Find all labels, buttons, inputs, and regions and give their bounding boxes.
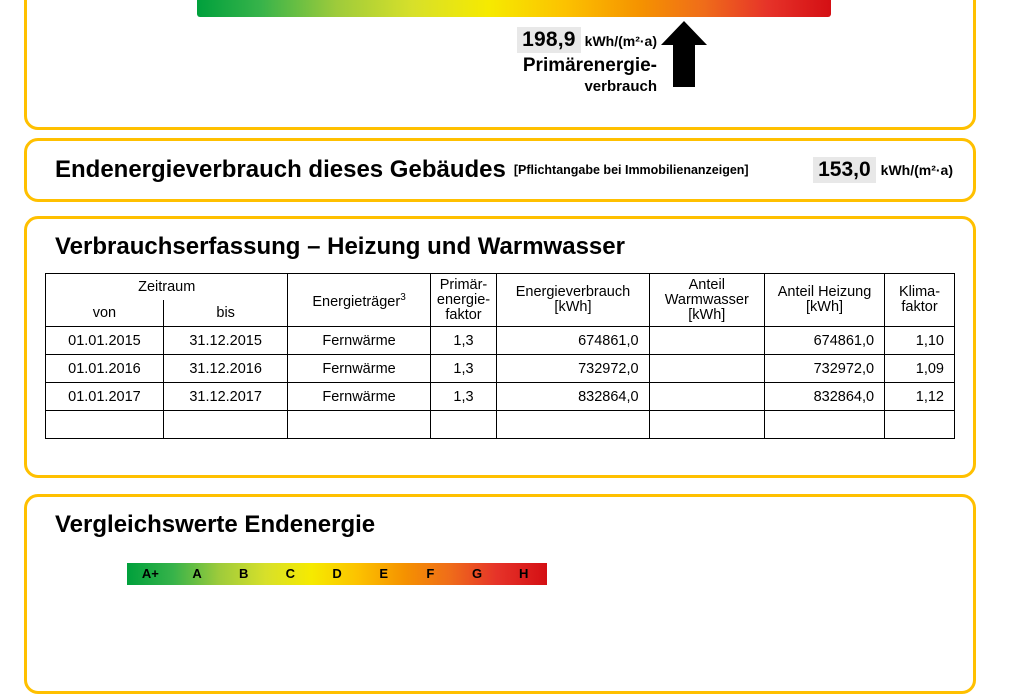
- cell-energieverbrauch: 674861,0: [497, 327, 649, 355]
- consumption-panel: [24, 216, 976, 478]
- cell-energietraeger: Fernwärme: [288, 383, 430, 411]
- cell-energietraeger: Fernwärme: [288, 327, 430, 355]
- table-row: [46, 411, 955, 439]
- class-label-a-plus: A+: [141, 566, 159, 581]
- table-header-row-1: [46, 274, 955, 301]
- header-energieverbrauch-line1: Energieverbrauch: [515, 284, 631, 300]
- final-energy-value: 153,0: [813, 157, 876, 183]
- comparison-heading: Vergleichswerte Endenergie: [55, 511, 376, 538]
- energy-colour-scale: [197, 0, 831, 17]
- header-warmwasser-line3: [kWh]: [688, 306, 726, 323]
- cell-bis: [163, 411, 288, 439]
- header-warmwasser-line2: Warmwasser: [664, 291, 749, 308]
- header-primaerenergiefaktor: [430, 274, 497, 327]
- header-anteil-warmwasser: [649, 274, 764, 327]
- primary-energy-label-line2: verbrauch: [584, 78, 657, 95]
- consumption-table-body: [46, 327, 955, 439]
- cell-energietraeger: [288, 411, 430, 439]
- header-bis: bis: [163, 300, 288, 327]
- table-row: [46, 327, 955, 355]
- class-label-a: A: [192, 566, 202, 581]
- comparison-class-scale: [127, 563, 547, 585]
- consumption-heading: Verbrauchserfassung – Heizung und Warmwasser: [55, 233, 625, 260]
- header-heizung-line2: [kWh]: [805, 299, 844, 315]
- class-label-f: F: [426, 566, 435, 581]
- cell-anteil-heizung: 674861,0: [764, 327, 884, 355]
- cell-energieverbrauch: [497, 411, 649, 439]
- class-label-h: H: [519, 566, 529, 581]
- class-label-d: D: [332, 566, 342, 581]
- class-label-c: C: [285, 566, 296, 581]
- cell-klimafaktor: 1,09: [885, 355, 955, 383]
- header-klimafaktor-line2: faktor: [901, 299, 938, 315]
- class-label-b: B: [238, 566, 249, 581]
- cell-von: 01.01.2016: [46, 355, 164, 383]
- cell-energieverbrauch: 832864,0: [497, 383, 649, 411]
- cell-bis: 31.12.2016: [163, 355, 288, 383]
- header-heizung-line1: Anteil Heizung: [777, 284, 872, 300]
- primary-energy-label: [457, 55, 657, 97]
- consumption-table-wrapper: [45, 273, 955, 439]
- header-klimafaktor-line1: Klima-: [898, 284, 941, 300]
- cell-anteil-warmwasser: [649, 411, 764, 439]
- cell-klimafaktor: 1,10: [885, 327, 955, 355]
- primary-energy-value: 198,9: [517, 27, 581, 53]
- comparison-panel: [24, 494, 976, 694]
- header-anteil-heizung: [764, 274, 884, 327]
- cell-pe-faktor: 1,3: [430, 327, 497, 355]
- cell-bis: 31.12.2015: [163, 327, 288, 355]
- header-energietraeger: [288, 274, 430, 327]
- final-energy-unit: kWh/(m²·a): [880, 162, 953, 178]
- cell-anteil-warmwasser: [649, 383, 764, 411]
- cell-pe-faktor: 1,3: [430, 355, 497, 383]
- cell-von: 01.01.2015: [46, 327, 164, 355]
- header-warmwasser-line1: Anteil: [688, 276, 725, 293]
- cell-anteil-warmwasser: [649, 355, 764, 383]
- header-energieverbrauch-line2: [kWh]: [554, 299, 592, 315]
- final-energy-row: [55, 141, 957, 199]
- header-energieverbrauch: [497, 274, 649, 327]
- header-pef-line1: Primär-: [439, 276, 488, 293]
- table-row: [46, 383, 955, 411]
- header-klimafaktor: [885, 274, 955, 327]
- table-row: [46, 355, 955, 383]
- primary-energy-label-line1: Primärenergie-: [522, 55, 657, 76]
- cell-anteil-warmwasser: [649, 327, 764, 355]
- final-energy-title: Endenergieverbrauch dieses Gebäudes: [55, 156, 506, 183]
- primary-energy-unit: kWh/(m²·a): [584, 33, 657, 49]
- class-label-e: E: [379, 566, 389, 581]
- cell-pe-faktor: 1,3: [430, 383, 497, 411]
- cell-pe-faktor: [430, 411, 497, 439]
- up-arrow-icon: [661, 21, 707, 87]
- header-pef-line3: faktor: [445, 306, 482, 323]
- final-energy-note: [Pflichtangabe bei Immobilienanzeigen]: [513, 163, 749, 177]
- cell-von: 01.01.2017: [46, 383, 164, 411]
- header-zeitraum: Zeitraum: [46, 274, 288, 301]
- class-label-g: G: [471, 566, 483, 581]
- header-energietraeger-footnote: 3: [400, 292, 406, 304]
- cell-anteil-heizung: 732972,0: [764, 355, 884, 383]
- cell-energietraeger: Fernwärme: [288, 355, 430, 383]
- cell-klimafaktor: 1,12: [885, 383, 955, 411]
- final-energy-panel: [24, 138, 976, 202]
- cell-anteil-heizung: [764, 411, 884, 439]
- cell-bis: 31.12.2017: [163, 383, 288, 411]
- consumption-table: [45, 273, 955, 439]
- cell-energieverbrauch: 732972,0: [497, 355, 649, 383]
- primary-energy-readout: [457, 27, 657, 53]
- header-von: von: [46, 300, 164, 327]
- primary-energy-panel: [24, 0, 976, 130]
- header-pef-line2: energie-: [436, 291, 491, 308]
- cell-von: [46, 411, 164, 439]
- header-energietraeger-label: Energieträger: [312, 293, 401, 310]
- cell-klimafaktor: [885, 411, 955, 439]
- cell-anteil-heizung: 832864,0: [764, 383, 884, 411]
